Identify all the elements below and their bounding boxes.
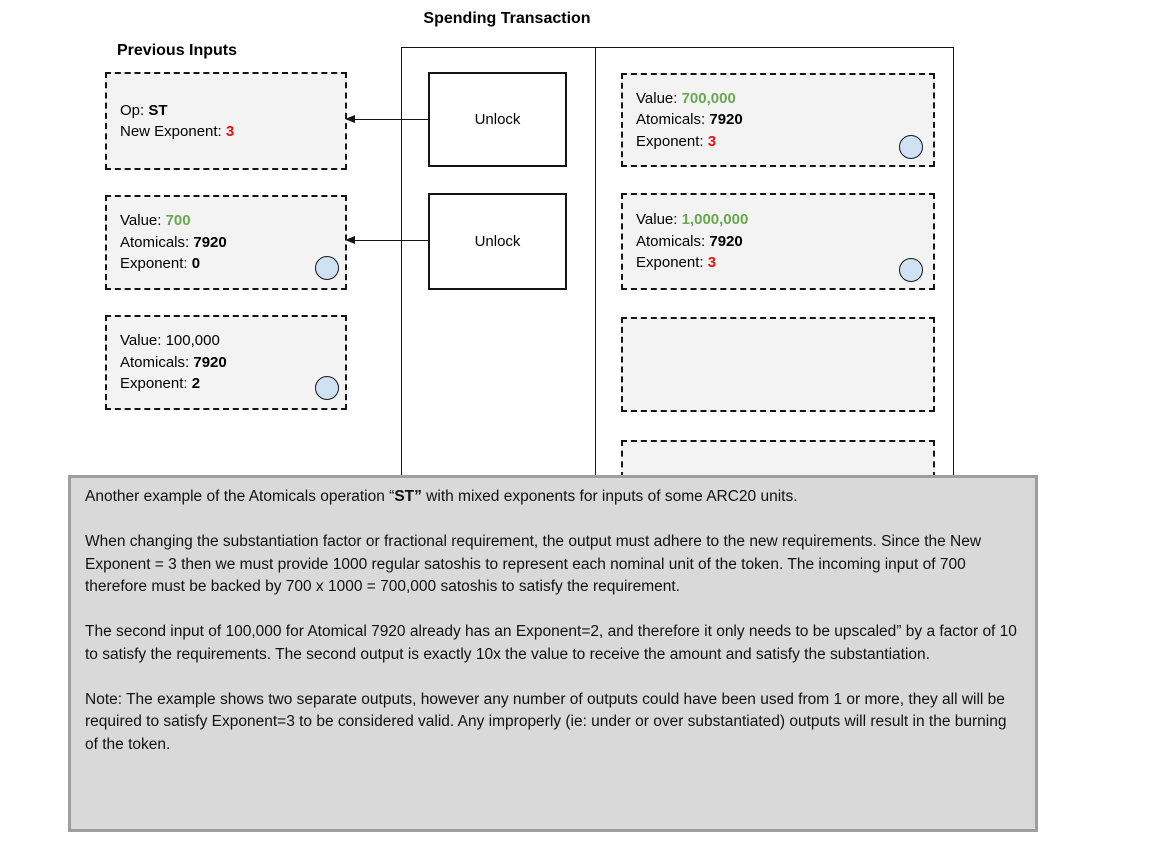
box-text-line [120,373,345,395]
atomical-token-icon [899,135,923,159]
box-text-segment: Atomicals: [636,232,710,250]
box-text-segment: Note: The example shows two separate outputs, however any number of outputs could have been used from 1 or more, they all will be required to satisfy Exponent=3 to be considered valid. Any improperly (ie: under or over substantiated) outputs will result in the burning of the token. [85,690,1007,753]
box-text-segment: Value: 100,000 [120,332,220,350]
box-text-segment: ST” [394,488,422,505]
description-paragraph [85,621,1021,666]
description-paragraph [85,531,1021,599]
box-text-segment: 0 [191,255,201,273]
box-text-segment: 7920 [709,232,743,250]
box-text-segment: 7920 [193,233,227,251]
box-text-segment: with mixed exponents for inputs of some ARC20 units. [421,488,798,505]
output-box-1000000 [621,193,935,290]
unlock-to-input-arrow-line [347,119,428,120]
box-text-segment: Exponent: [120,255,192,273]
box-text-segment: Another example of the Atomicals operation “ [85,488,395,505]
box-text-line [120,121,345,143]
box-text-segment: When changing the substantiation factor or fractional requirement, the output must adhere to the new requirements. Since the New Exponent = 3 then we must provide 1000 regular satoshis to represent each nominal unit of the token. The incoming input of 700 therefore must be backed by 700 x 1000 = 700,000 satoshis to satisfy the requirement. [85,533,982,595]
unlock-box-1 [428,72,567,167]
box-text-segment: 2 [191,375,201,393]
box-text-segment: Atomicals: [636,111,710,129]
box-text-segment: Atomicals: [120,353,194,371]
atomical-token-icon [899,258,923,282]
box-text-segment: Exponent: [636,132,708,150]
box-text-segment: Value: [636,89,682,107]
previous-inputs-heading: Previous Inputs [117,42,238,59]
box-text-segment: 3 [707,254,717,272]
box-text-segment: 7920 [193,353,227,371]
description-panel [68,475,1038,832]
unlock-label: Unlock [474,233,521,250]
box-text-segment: Value: [636,211,682,229]
box-text-line [120,100,345,122]
box-text-segment: 7920 [709,111,743,129]
box-text-segment: Exponent: [120,375,192,393]
unlock-label: Unlock [474,111,521,128]
description-paragraph [85,486,1021,509]
arrow-head-icon [345,236,355,244]
diagram-title: Spending Transaction [423,10,591,27]
box-text-segment: 3 [707,132,717,150]
box-text-line [120,352,345,374]
input-box-700 [105,195,347,290]
box-text-line [636,131,933,153]
input-box-op-st [105,72,347,170]
output-box-empty-1 [621,317,935,412]
box-text-segment: Exponent: [636,254,708,272]
input-box-100000 [105,315,347,410]
box-text-line [636,209,933,231]
box-text-segment: ST [148,101,168,119]
box-text-segment: The second input of 100,000 for Atomical 7920 already has an Exponent=2, and therefore it only needs to be upscaled” by a factor of 10 to satisfy the requirements. The second output is exactly 10x the value to receive the amount and satisfy the substantiation. [85,623,1017,663]
box-text-line [120,253,345,275]
box-text-segment: Value: [120,212,166,230]
box-text-line [636,88,933,110]
unlock-box-2 [428,193,567,290]
unlock-to-input-arrow-line [347,240,428,241]
box-text-segment: 700 [165,212,191,230]
box-text-segment: 1,000,000 [681,211,749,229]
description-paragraph [85,689,1021,757]
box-text-line [636,252,933,274]
output-box-700000 [621,73,935,167]
box-text-segment: New Exponent: [120,123,226,140]
atomical-token-icon [315,256,339,280]
box-text-line [636,109,933,131]
box-text-segment: Atomicals: [120,233,194,251]
box-text-segment: 700,000 [681,89,736,107]
atomical-token-icon [315,376,339,400]
box-text-segment: 3 [225,123,235,140]
box-text-line [120,330,345,352]
arrow-head-icon [345,115,355,123]
box-text-line [636,231,933,253]
box-text-line [120,232,345,254]
box-text-line [120,210,345,232]
box-text-segment: Op: [120,101,149,119]
